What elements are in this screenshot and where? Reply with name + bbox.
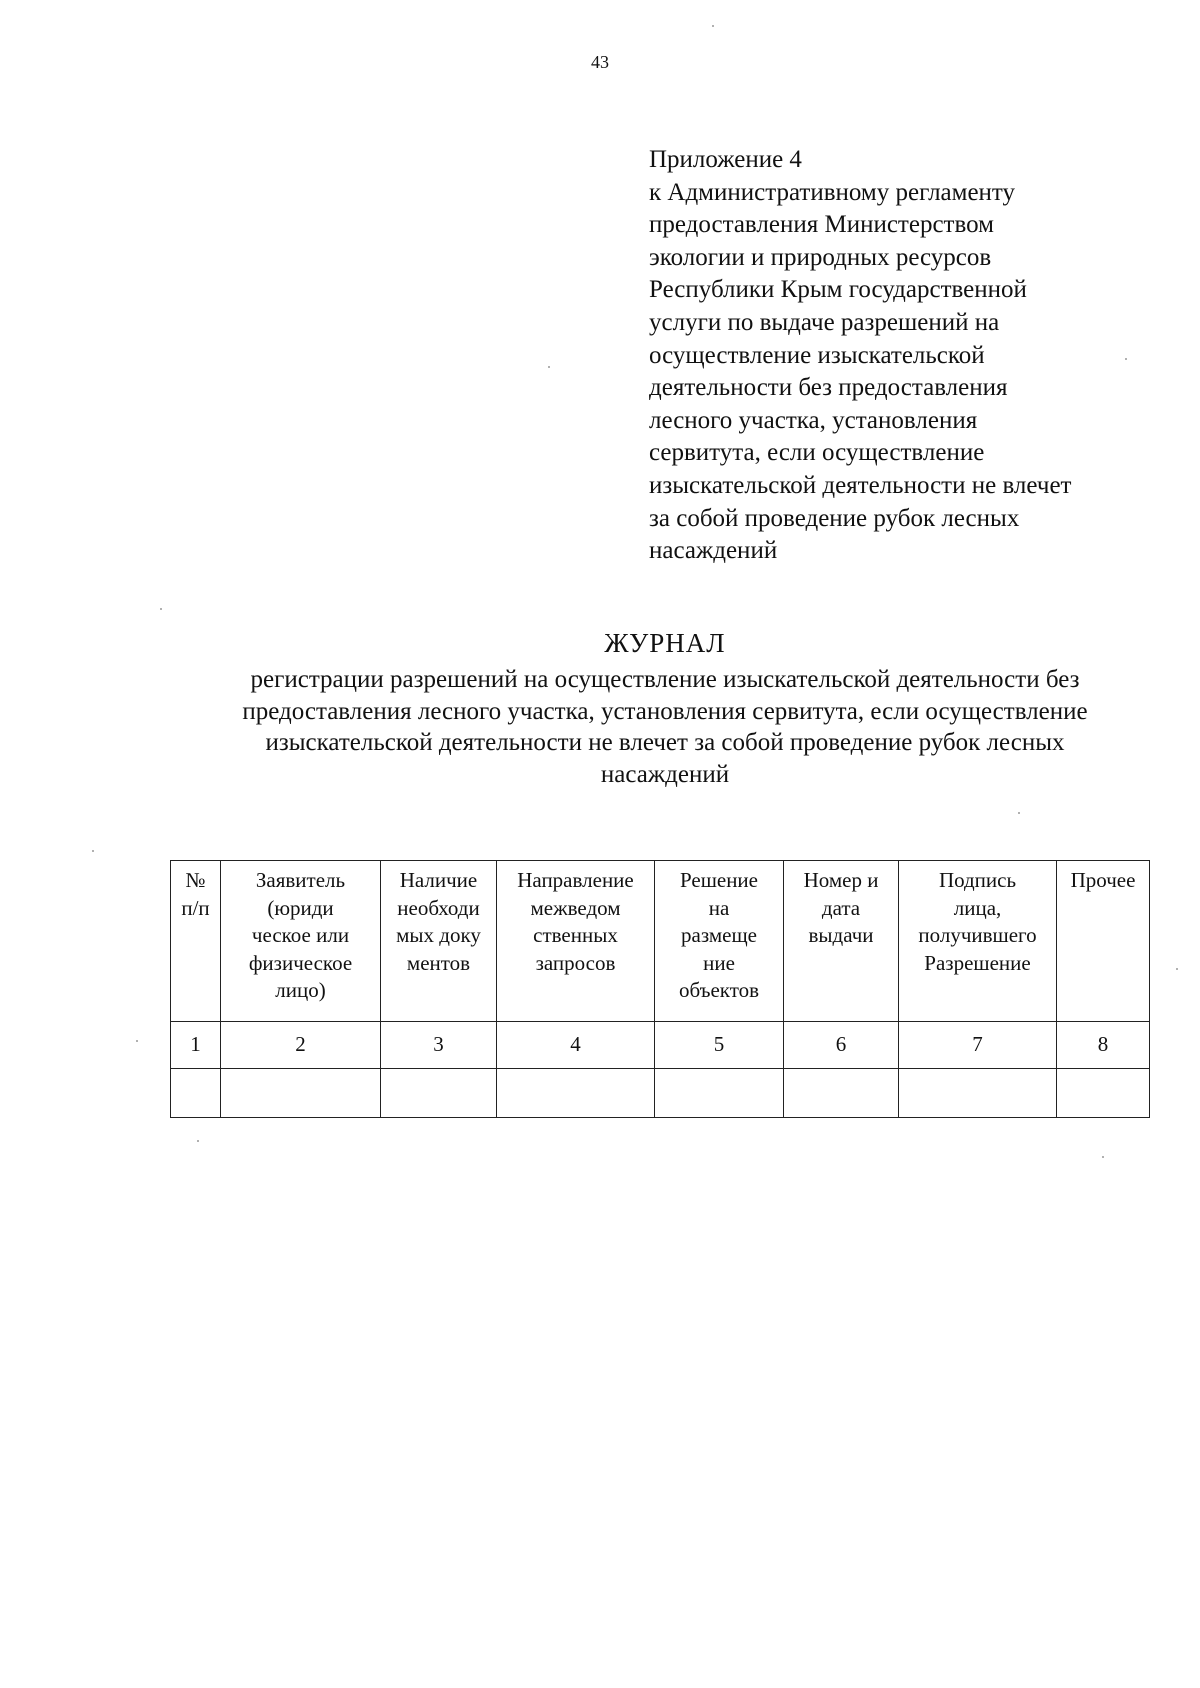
header-line: п/п bbox=[181, 895, 210, 920]
appendix-line: изыскательской деятельности не влечет bbox=[649, 471, 1072, 499]
header-line: межведом bbox=[530, 895, 621, 920]
header-line: выдачи bbox=[808, 923, 874, 947]
header-line: лицо) bbox=[275, 978, 326, 1002]
header-cell-number bbox=[171, 861, 221, 1022]
scan-speck bbox=[136, 1040, 138, 1042]
empty-cell[interactable] bbox=[171, 1069, 221, 1118]
column-number-cell: 4 bbox=[497, 1022, 655, 1069]
appendix-block bbox=[649, 144, 1129, 568]
empty-cell[interactable] bbox=[381, 1069, 497, 1118]
header-line: дата bbox=[821, 895, 861, 920]
table-row-column-numbers bbox=[171, 1022, 1150, 1069]
appendix-line: Республики Крым государственной bbox=[649, 276, 1027, 304]
column-number-cell: 1 bbox=[171, 1022, 221, 1069]
header-line: ственных bbox=[533, 923, 618, 947]
header-line: лица, bbox=[953, 895, 1002, 920]
table-row-empty bbox=[171, 1069, 1150, 1118]
empty-cell[interactable] bbox=[784, 1069, 899, 1118]
appendix-line: деятельности без предоставления bbox=[649, 374, 1008, 402]
empty-cell[interactable] bbox=[221, 1069, 381, 1118]
scan-speck bbox=[1018, 812, 1020, 814]
journal-subtitle-line: насаждений bbox=[600, 760, 730, 788]
column-number-cell: 7 bbox=[899, 1022, 1057, 1069]
journal-subtitle-line: регистрации разрешений на осуществление изыскательской деятельности без bbox=[250, 666, 1080, 693]
journal-subtitle-line: изыскательской деятельности не влечет за собой проведение рубок лесных bbox=[265, 729, 1065, 756]
scan-speck bbox=[92, 850, 94, 852]
header-cell-signature bbox=[899, 861, 1057, 1022]
appendix-line: сервитута, если осуществление bbox=[649, 439, 985, 467]
header-cell-documents bbox=[381, 861, 497, 1022]
scan-speck bbox=[712, 25, 714, 27]
empty-cell[interactable] bbox=[1057, 1069, 1150, 1118]
journal-title: ЖУРНАЛ bbox=[604, 628, 726, 658]
scan-speck bbox=[1102, 1156, 1104, 1158]
column-number-cell: 6 bbox=[784, 1022, 899, 1069]
header-line: Разрешение bbox=[924, 950, 1031, 975]
header-line: необходи bbox=[397, 895, 480, 920]
header-cell-requests bbox=[497, 861, 655, 1022]
header-line: объектов bbox=[678, 978, 760, 1002]
header-line: № bbox=[185, 868, 206, 892]
table-header-row bbox=[171, 861, 1150, 1022]
header-line: размеще bbox=[681, 923, 757, 947]
header-line: Прочее bbox=[1070, 868, 1136, 892]
header-line: Решение bbox=[679, 868, 758, 892]
header-line: ние bbox=[703, 950, 735, 975]
page-number: 43 bbox=[591, 52, 609, 72]
header-cell-issue-number-date bbox=[784, 861, 899, 1022]
header-cell-decision bbox=[655, 861, 784, 1022]
journal-subtitle-line: предоставления лесного участка, установления сервитута, если осуществление bbox=[242, 697, 1088, 725]
appendix-line: осуществление изыскательской bbox=[649, 341, 985, 369]
header-line: мых доку bbox=[396, 923, 481, 947]
header-line: Заявитель bbox=[255, 868, 346, 892]
scan-speck bbox=[160, 608, 162, 610]
empty-cell[interactable] bbox=[655, 1069, 784, 1118]
appendix-line: Приложение 4 bbox=[649, 146, 802, 173]
empty-cell[interactable] bbox=[899, 1069, 1057, 1118]
journal-table bbox=[170, 860, 1150, 1118]
column-number-cell: 5 bbox=[655, 1022, 784, 1069]
header-line: ческое или bbox=[251, 923, 350, 947]
scan-speck bbox=[1125, 358, 1127, 360]
column-number-cell: 8 bbox=[1057, 1022, 1150, 1069]
scan-speck bbox=[548, 366, 550, 368]
appendix-line: за собой проведение рубок лесных bbox=[649, 504, 1020, 532]
header-line: Направление bbox=[517, 868, 634, 892]
scan-speck bbox=[197, 1140, 199, 1142]
header-line: запросов bbox=[535, 950, 616, 975]
header-line: Наличие bbox=[399, 868, 478, 892]
column-number-cell: 2 bbox=[221, 1022, 381, 1069]
header-line: ментов bbox=[406, 950, 471, 975]
header-line: на bbox=[708, 895, 730, 920]
appendix-line: предоставления Министерством bbox=[649, 211, 994, 239]
column-number-cell: 3 bbox=[381, 1022, 497, 1069]
appendix-line: лесного участка, установления bbox=[649, 406, 978, 434]
header-line: (юриди bbox=[267, 895, 334, 920]
scan-speck bbox=[1176, 968, 1178, 970]
header-line: Подпись bbox=[938, 868, 1017, 892]
header-cell-other bbox=[1057, 861, 1150, 1022]
header-line: физическое bbox=[248, 950, 353, 975]
header-line: Номер и bbox=[803, 868, 879, 892]
appendix-line: к Административному регламенту bbox=[649, 178, 1016, 206]
empty-cell[interactable] bbox=[497, 1069, 655, 1118]
header-cell-applicant bbox=[221, 861, 381, 1022]
appendix-line: услуги по выдаче разрешений на bbox=[649, 308, 1000, 336]
header-line: получившего bbox=[918, 923, 1037, 947]
journal-subtitle bbox=[150, 664, 1180, 790]
appendix-line: насаждений bbox=[649, 537, 778, 565]
appendix-line: экологии и природных ресурсов bbox=[649, 243, 992, 271]
